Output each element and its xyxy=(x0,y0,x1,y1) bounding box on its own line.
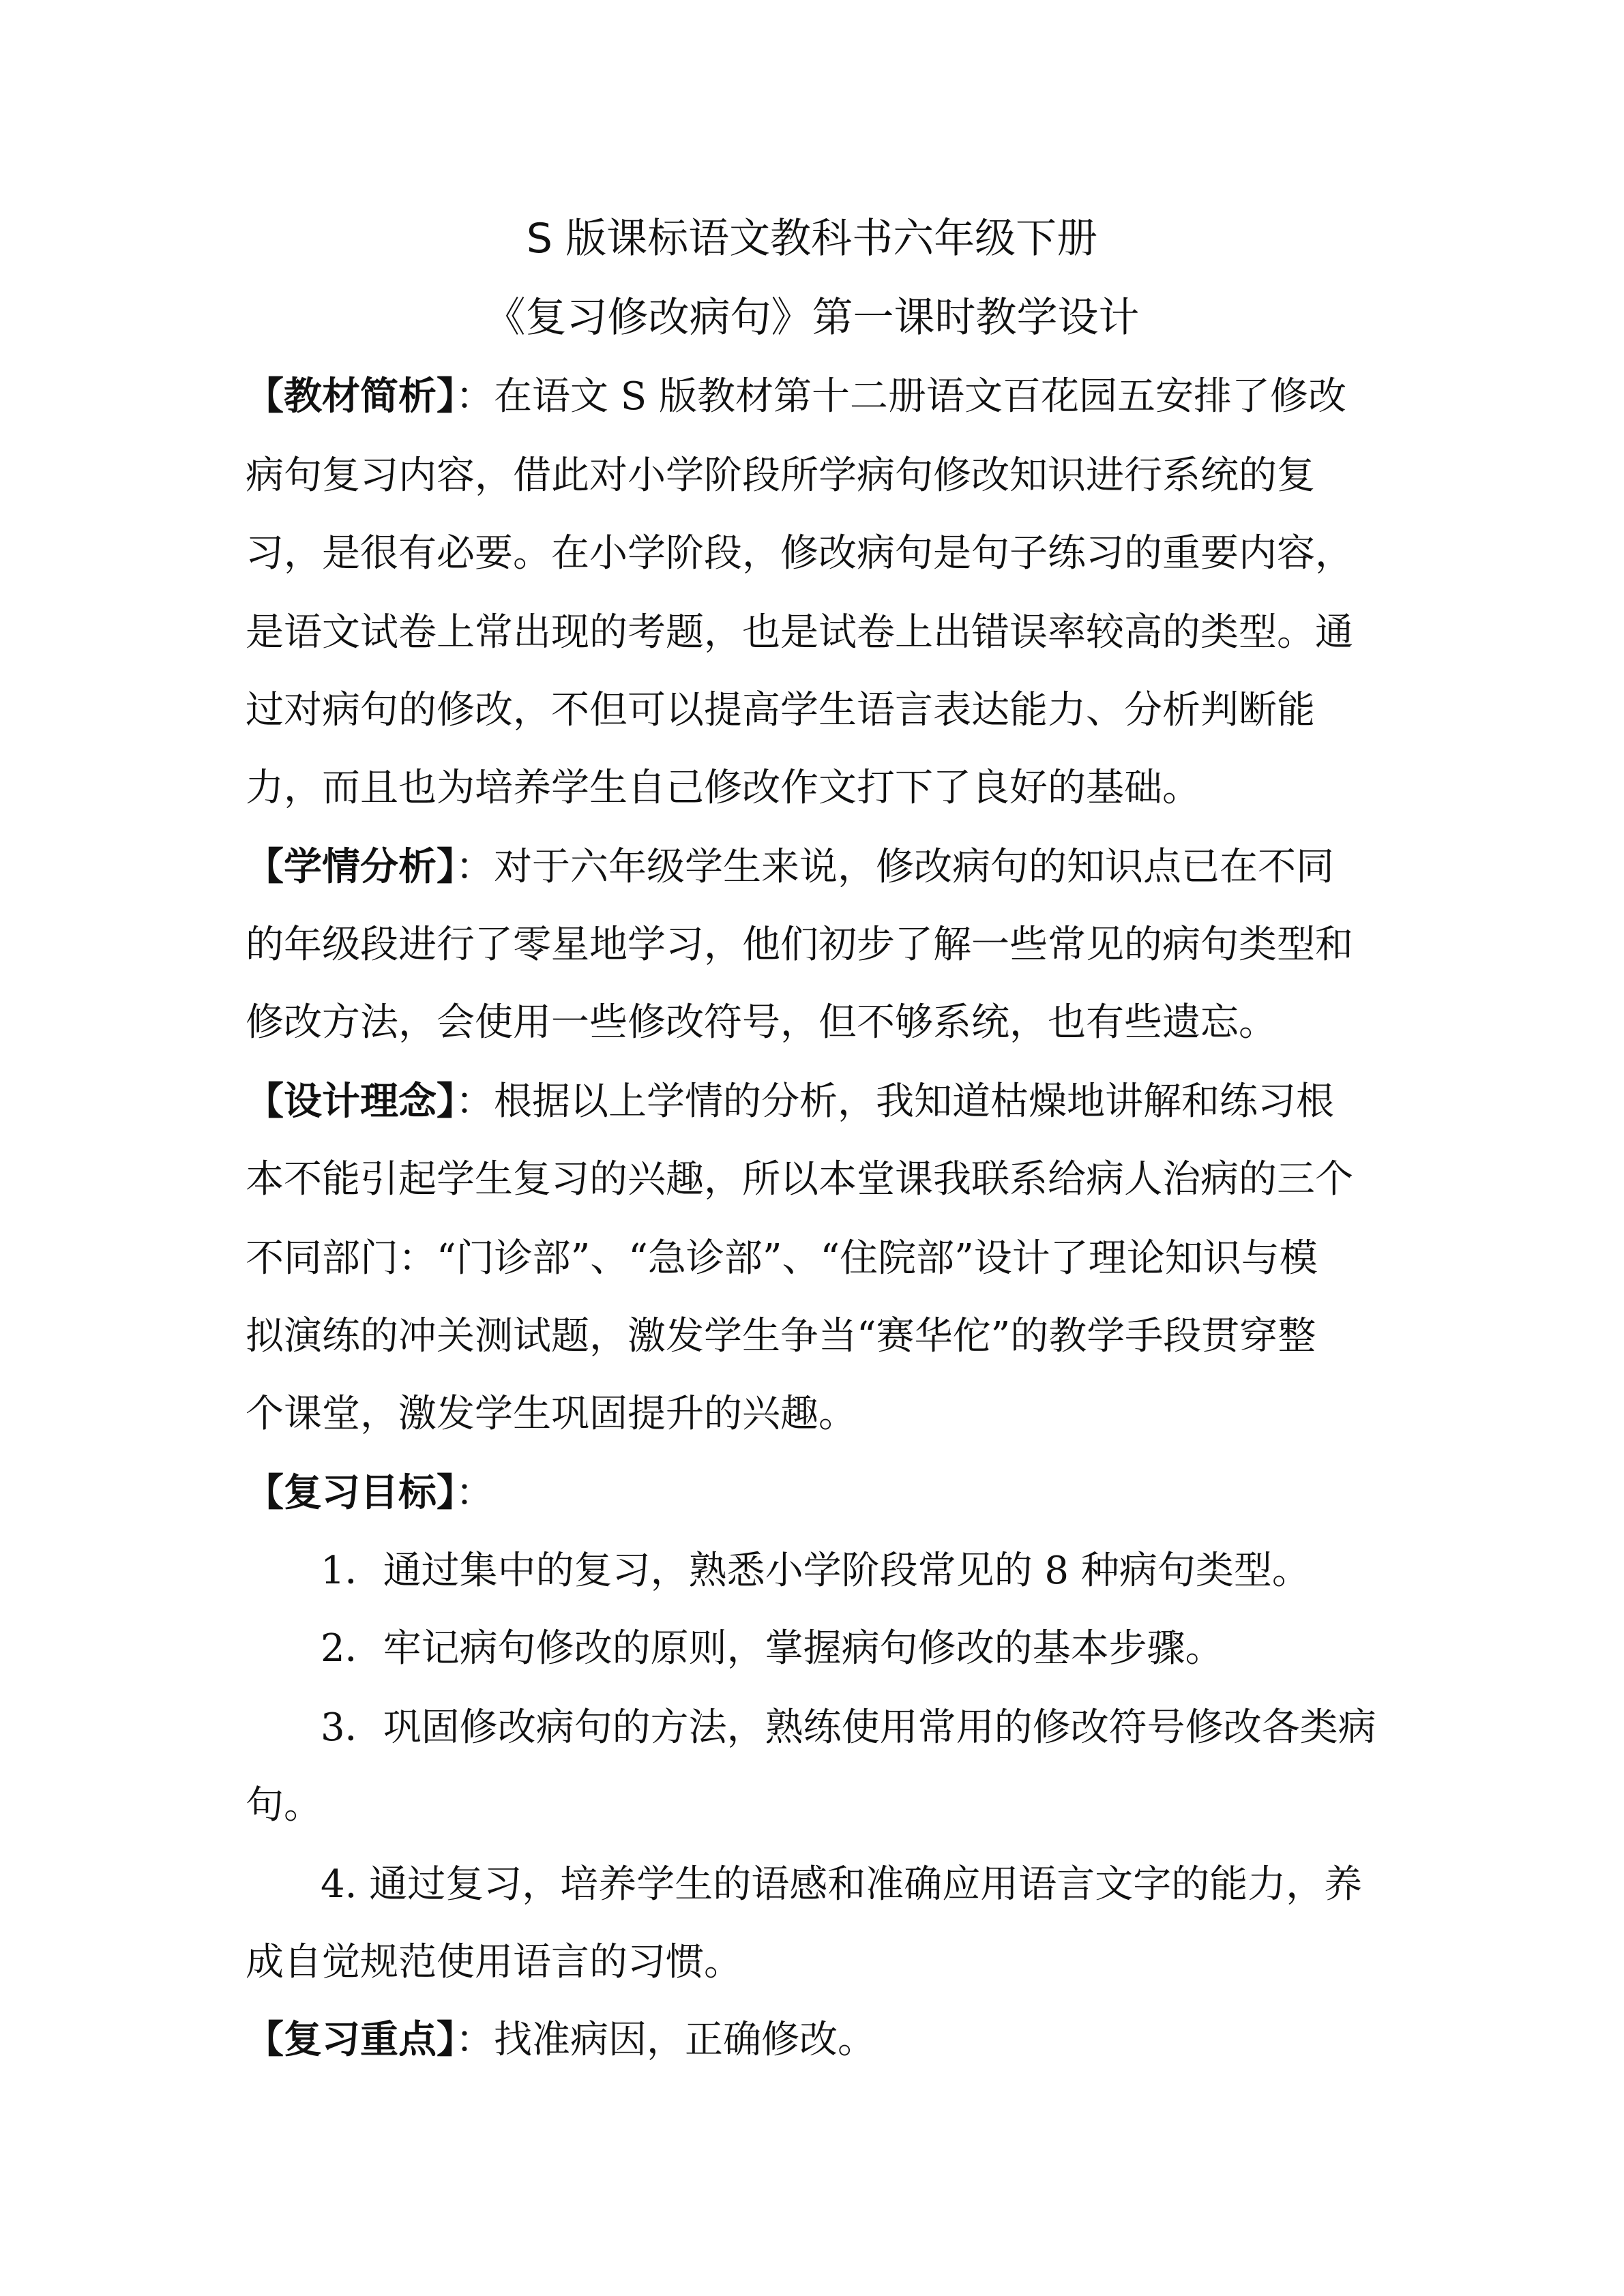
review-focus-line xyxy=(246,2013,876,2068)
material-analysis-text: ：在语文 S 版教材第十二册语文百花园五安排了修改 xyxy=(456,374,1346,419)
paragraph-line: 个课堂，激发学生巩固提升的兴趣。 xyxy=(246,1392,857,1436)
paragraph-line: 力，而且也为培养学生自己修改作文打下了良好的基础。 xyxy=(246,766,1200,810)
paragraph-line: 拟演练的冲关测试题，激发学生争当“赛华佗”的教学手段贯穿整 xyxy=(246,1314,1316,1358)
goal-item-3: 3．巩固修改病句的方法，熟练使用常用的修改符号修改各类病 xyxy=(321,1705,1376,1750)
goal-item-2: 2．牢记病句修改的原则，掌握病句修改的基本步骤。 xyxy=(321,1626,1224,1671)
paragraph-line: 本不能引起学生复习的兴趣，所以本堂课我联系给病人治病的三个 xyxy=(246,1157,1353,1202)
student-analysis-line xyxy=(246,840,1334,895)
review-focus-label: 【复习重点】 xyxy=(246,2018,456,2062)
material-analysis-line xyxy=(246,370,1346,424)
goal-item-1: 1．通过集中的复习，熟悉小学阶段常见的 8 种病句类型。 xyxy=(321,1549,1310,1593)
material-analysis-label: 【教材简析】 xyxy=(246,374,456,419)
student-analysis-label: 【学情分析】 xyxy=(246,845,456,889)
paragraph-line: 的年级段进行了零星地学习，他们初步了解一些常见的病句类型和 xyxy=(246,923,1353,967)
review-goals-line xyxy=(246,1466,494,1521)
paragraph-line: 修改方法，会使用一些修改符号，但不够系统，也有些遗忘。 xyxy=(246,1000,1277,1045)
review-goals-label: 【复习目标】 xyxy=(246,1471,456,1515)
paragraph-line: 习，是很有必要。在小学阶段，修改病句是句子练习的重要内容， xyxy=(246,531,1353,576)
paragraph-line: 不同部门：“门诊部”、“急诊部”、“住院部”设计了理论知识与模 xyxy=(246,1236,1318,1281)
goal-item-4: 4. 通过复习，培养学生的语感和准确应用语言文字的能力，养 xyxy=(321,1862,1363,1907)
paragraph-line: 病句复习内容，借此对小学阶段所学病句修改知识进行系统的复 xyxy=(246,453,1315,498)
goal-item-4-continued: 成自觉规范使用语言的习惯。 xyxy=(246,1940,742,1984)
student-analysis-text: ：对于六年级学生来说，修改病句的知识点已在不同 xyxy=(456,845,1334,889)
paragraph-line: 过对病句的修改，不但可以提高学生语言表达能力、分析判断能 xyxy=(246,688,1315,732)
design-concept-text: ：根据以上学情的分析，我知道枯燥地讲解和练习根 xyxy=(456,1079,1334,1124)
review-focus-text: ：找准病因，正确修改。 xyxy=(456,2018,876,2062)
goal-item-3-continued: 句。 xyxy=(246,1783,322,1828)
document-title-line1: S 版课标语文教科书六年级下册 xyxy=(526,215,1098,263)
design-concept-label: 【设计理念】 xyxy=(246,1079,456,1124)
document-title-line2: 《复习修改病句》第一课时教学设计 xyxy=(484,294,1140,342)
review-goals-suffix: ： xyxy=(456,1471,494,1515)
paragraph-line: 是语文试卷上常出现的考题，也是试卷上出错误率较高的类型。通 xyxy=(246,610,1353,655)
design-concept-line xyxy=(246,1075,1334,1129)
